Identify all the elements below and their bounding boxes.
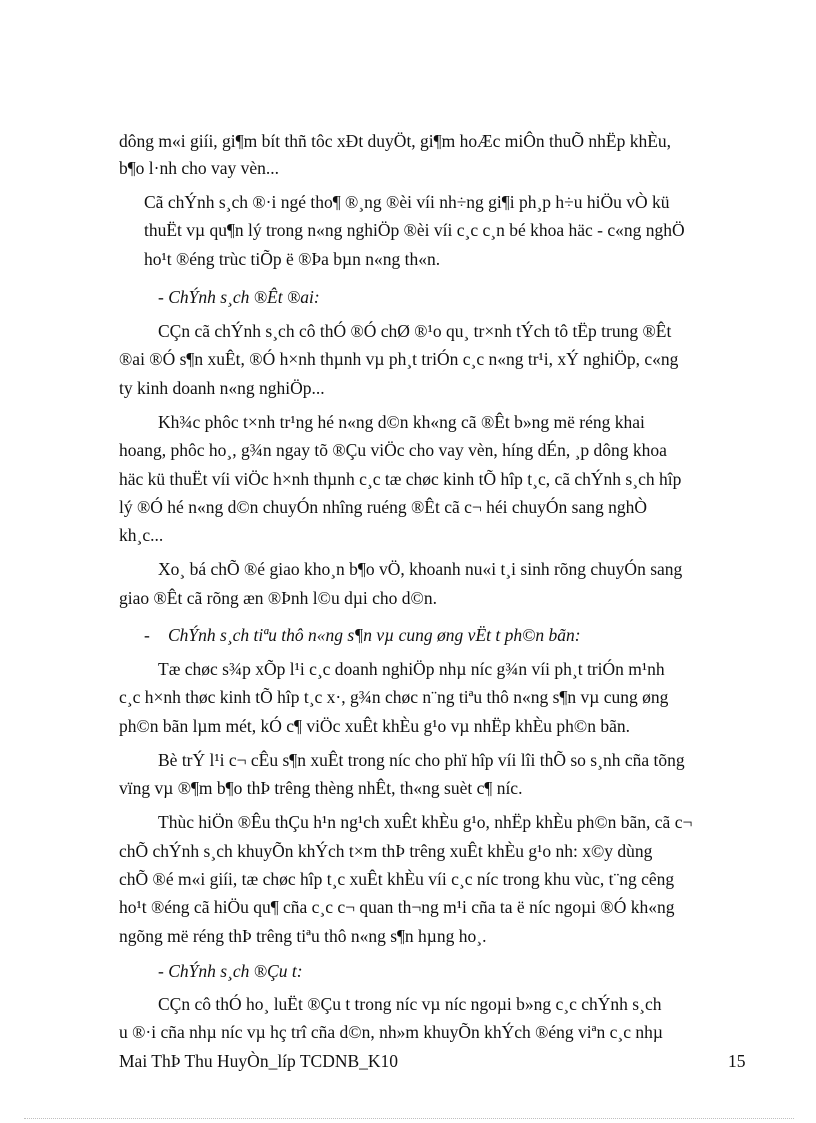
text-line: CÇn cô thÓ ho¸ luËt ®Çu t trong níc vµ níc ngoµi b»ng c¸c chÝnh s¸ch xyxy=(158,994,662,1014)
text-line: CÇn cã chÝnh s¸ch cô thÓ ®Ó chØ ®¹o qu¸ tr×nh tÝch tô tËp trung ®Êt xyxy=(158,321,672,341)
text-line: c¸c h×nh thøc kinh tÕ hîp t¸c x·, g¾n chøc n¨ng tiªu thô n«ng s¶n vµ cung øng xyxy=(119,687,669,707)
section-heading: - ChÝnh s¸ch ®Êt ®ai: xyxy=(158,287,320,307)
text-line: chÕ chÝnh s¸ch khuyÕn khÝch t×m thÞ trêng xuÊt khÈu g¹o nh: x©y dùng xyxy=(119,841,653,861)
text-line: giao ®Êt cã rõng æn ®Þnh l©u dµi cho d©n. xyxy=(119,588,437,608)
text-line: Xo¸ bá chÕ ®é giao kho¸n b¶o vÖ, khoanh nu«i t¸i sinh rõng chuyÓn sang xyxy=(158,559,683,579)
text-line: u ®·i cña nhµ níc vµ hç trî cña d©n, nh»m khuyÕn khÝch ®éng viªn c¸c nhµ xyxy=(119,1022,663,1042)
text-line: ty kinh doanh n«ng nghiÖp... xyxy=(119,378,325,398)
text-line: ngõng më réng thÞ trêng tiªu thô n«ng s¶n hµng ho¸. xyxy=(119,926,487,946)
text-line: ph©n bãn lµm mét, kÓ c¶ viÖc xuÊt khÈu g¹o vµ nhËp khÈu ph©n bãn. xyxy=(119,716,630,736)
page-bottom-border xyxy=(24,1118,794,1119)
text-line: Tæ chøc s¾p xÕp l¹i c¸c doanh nghiÖp nhµ níc g¾n víi ph¸t triÓn m¹nh xyxy=(158,659,665,679)
text-line: Cã chÝnh s¸ch ®·i ngé tho¶ ®¸ng ®èi víi nh÷ng gi¶i ph¸p h÷u hiÖu vÒ kü xyxy=(144,192,670,212)
section-heading: ChÝnh s¸ch tiªu thô n«ng s¶n vµ cung øng vËt t ph©n bãn: xyxy=(168,625,581,645)
text-line: hoang, phôc ho¸, g¾n ngay tõ ®Çu viÖc cho vay vèn, híng dÉn, ¸p dông khoa xyxy=(119,440,667,460)
text-line: ho¹t ®éng cã hiÖu qu¶ cña c¸c c¬ quan th¬ng m¹i cña ta ë níc ngoµi ®Ó kh«ng xyxy=(119,897,675,917)
list-dash: - xyxy=(144,625,150,645)
text-line: chÕ ®é m«i giíi, tæ chøc hîp t¸c xuÊt khÈu víi c¸c níc trong khu vùc, t¨ng cêng xyxy=(119,869,675,889)
section-heading: - ChÝnh s¸ch ®Çu t: xyxy=(158,961,303,981)
footer-author: Mai ThÞ Thu HuyÒn_líp TCDNB_K10 xyxy=(119,1051,399,1071)
text-line: vïng vµ ®¶m b¶o thÞ trêng thèng nhÊt, th«ng suèt c¶ níc. xyxy=(119,778,523,798)
text-line: Kh¾c phôc t×nh tr¹ng hé n«ng d©n kh«ng cã ®Êt b»ng më réng khai xyxy=(158,412,645,432)
text-line: thuËt vµ qu¶n lý trong n«ng nghiÖp ®èi víi c¸c c¸n bé khoa häc - c«ng nghÖ xyxy=(144,220,685,240)
text-line: Thùc hiÖn ®Êu thÇu h¹n ng¹ch xuÊt khÈu g¹o, nhËp khÈu ph©n bãn, cã c¬ xyxy=(158,812,693,832)
text-line: ®ai ®Ó s¶n xuÊt, ®Ó h×nh thµnh vµ ph¸t triÓn c¸c n«ng tr¹i, xÝ nghiÖp, c«ng xyxy=(119,349,679,369)
text-line: lý ®Ó hé n«ng d©n chuyÓn nhîng ruéng ®Êt cã c¬ héi chuyÓn sang nghÒ xyxy=(119,497,647,517)
text-line: b¶o l·nh cho vay vèn... xyxy=(119,158,280,178)
text-line: Bè trÝ l¹i c¬ cÊu s¶n xuÊt trong níc cho phï hîp víi lîi thÕ so s¸nh cña tõng xyxy=(158,750,685,770)
page-number: 15 xyxy=(728,1051,746,1071)
text-line: ho¹t ®éng trùc tiÕp ë ®Þa bµn n«ng th«n. xyxy=(144,249,441,269)
text-line: kh¸c... xyxy=(119,525,164,545)
text-line: häc kü thuËt víi viÖc h×nh thµnh c¸c tæ chøc kinh tÕ hîp t¸c, cã chÝnh s¸ch hîp xyxy=(119,469,682,489)
text-line: dông m«i giíi, gi¶m bít thñ tôc xÐt duyÖt, gi¶m hoÆc miÔn thuÕ nhËp khÈu, xyxy=(119,131,672,151)
